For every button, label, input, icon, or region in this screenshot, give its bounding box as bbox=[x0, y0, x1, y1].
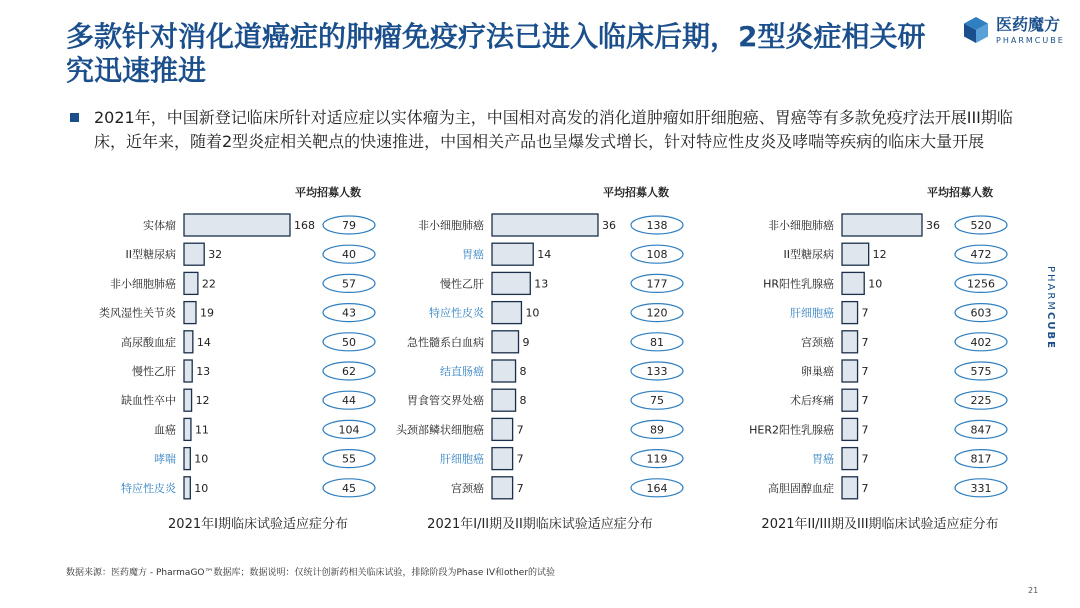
side-brand-part2: CUBE bbox=[1045, 312, 1056, 350]
avg-enrollment-value: 575 bbox=[970, 365, 992, 378]
side-brand bbox=[1036, 250, 1066, 370]
logo-name-en: PHARMCUBE bbox=[996, 36, 1065, 45]
logo-name-cn: 医药魔方 bbox=[996, 15, 1061, 34]
avg-enrollment-value: 472 bbox=[970, 248, 992, 262]
bar-value-label: 36 bbox=[926, 219, 940, 232]
bar bbox=[184, 477, 190, 499]
bar-value-label: 32 bbox=[208, 248, 223, 262]
avg-enrollment-value: 44 bbox=[342, 394, 356, 408]
category-label: 结直肠癌 bbox=[440, 365, 484, 378]
avg-enrollment-value: 62 bbox=[342, 365, 356, 378]
chart-title: 2021年I/II期及II期临床试验适应症分布 bbox=[427, 517, 653, 532]
chart-title: 2021年I期临床试验适应症分布 bbox=[168, 517, 348, 532]
avg-enrollment-value: 331 bbox=[970, 481, 992, 495]
bar-value-label: 7 bbox=[516, 423, 524, 437]
bar bbox=[492, 243, 533, 265]
bar-value-label: 8 bbox=[519, 394, 527, 408]
avg-enrollment-value: 40 bbox=[342, 248, 356, 262]
bar bbox=[184, 389, 192, 411]
page-title: 多款针对消化道癌症的肿瘤免疫疗法已进入临床后期，2型炎症相关研究迅速推进 bbox=[66, 20, 926, 87]
category-label: 缺血性卒中 bbox=[121, 394, 176, 408]
avg-enrollment-value: 45 bbox=[342, 481, 356, 495]
avg-enrollment-value: 164 bbox=[646, 481, 668, 495]
bar-value-label: 7 bbox=[861, 335, 869, 349]
category-label: HER2阳性乳腺癌 bbox=[749, 423, 834, 437]
avg-enrollment-value: 847 bbox=[970, 423, 992, 437]
bar-value-label: 12 bbox=[872, 248, 887, 262]
category-label: 肝细胞癌 bbox=[790, 306, 834, 320]
bar-value-label: 13 bbox=[196, 365, 211, 378]
bar-value-label: 10 bbox=[525, 306, 540, 320]
category-label: 特应性皮炎 bbox=[429, 306, 484, 320]
bar bbox=[184, 272, 198, 294]
avg-enrollment-value: 75 bbox=[650, 394, 664, 408]
category-label: 宫颈癌 bbox=[451, 481, 484, 495]
bar bbox=[184, 418, 191, 440]
avg-enrollment-header: 平均招募人数 bbox=[295, 186, 361, 199]
avg-enrollment-value: 119 bbox=[646, 452, 668, 466]
avg-enrollment-value: 1256 bbox=[967, 277, 995, 291]
bar bbox=[842, 243, 869, 265]
bar-value-label: 10 bbox=[194, 452, 209, 466]
bar bbox=[842, 331, 858, 353]
category-label: 非小细胞肺癌 bbox=[768, 219, 834, 232]
bar-value-label: 10 bbox=[194, 481, 209, 495]
category-label: 胃癌 bbox=[462, 248, 484, 262]
bar bbox=[842, 477, 858, 499]
category-label: II型糖尿病 bbox=[125, 248, 176, 262]
category-label: 术后疼痛 bbox=[790, 394, 834, 408]
avg-enrollment-value: 81 bbox=[650, 335, 664, 349]
bar-value-label: 22 bbox=[201, 277, 216, 291]
avg-enrollment-header: 平均招募人数 bbox=[927, 186, 993, 199]
page-number: 21 bbox=[1028, 586, 1039, 595]
bar-value-label: 14 bbox=[196, 335, 211, 349]
avg-enrollment-value: 177 bbox=[646, 277, 668, 291]
category-label: 胃食管交界处癌 bbox=[407, 394, 484, 408]
bar-value-label: 7 bbox=[861, 394, 869, 408]
bar-value-label: 7 bbox=[861, 481, 869, 495]
bar-value-label: 7 bbox=[516, 481, 524, 495]
bar-value-label: 7 bbox=[861, 306, 869, 320]
avg-enrollment-value: 603 bbox=[970, 306, 992, 320]
avg-enrollment-value: 108 bbox=[646, 248, 668, 262]
bar-value-label: 36 bbox=[602, 219, 616, 232]
category-label: 高胆固醇血症 bbox=[768, 481, 834, 495]
bar bbox=[492, 214, 598, 236]
avg-enrollment-value: 50 bbox=[342, 335, 356, 349]
bar-value-label: 168 bbox=[294, 219, 315, 232]
bar bbox=[184, 214, 290, 236]
bar bbox=[492, 272, 530, 294]
bar-value-label: 9 bbox=[522, 335, 530, 349]
category-label: 慢性乙肝 bbox=[132, 365, 176, 378]
avg-enrollment-value: 79 bbox=[342, 219, 356, 232]
avg-enrollment-value: 55 bbox=[342, 452, 356, 466]
bar-value-label: 19 bbox=[199, 306, 214, 320]
category-label: 类风湿性关节炎 bbox=[99, 306, 176, 320]
category-label: 急性髓系白血病 bbox=[407, 335, 484, 349]
category-label: 高尿酸血症 bbox=[121, 335, 176, 349]
category-label: 胃癌 bbox=[812, 452, 834, 466]
chart-title: 2021年II/III期及III期临床试验适应症分布 bbox=[761, 517, 999, 532]
bar bbox=[184, 243, 204, 265]
category-label: 实体瘤 bbox=[143, 219, 176, 232]
category-label: 非小细胞肺癌 bbox=[110, 277, 176, 291]
category-label: 非小细胞肺癌 bbox=[418, 219, 484, 232]
bar bbox=[842, 360, 858, 382]
bar bbox=[492, 477, 513, 499]
bar bbox=[492, 448, 513, 470]
bar bbox=[842, 389, 858, 411]
bar bbox=[492, 418, 513, 440]
category-label: 哮喘 bbox=[154, 452, 176, 466]
category-label: 特应性皮炎 bbox=[121, 481, 176, 495]
category-label: 肝细胞癌 bbox=[440, 452, 484, 466]
avg-enrollment-value: 520 bbox=[970, 219, 992, 232]
bar bbox=[492, 302, 521, 324]
avg-enrollment-value: 104 bbox=[338, 423, 360, 437]
side-brand-part1: PHARM bbox=[1045, 266, 1056, 312]
bar-value-label: 7 bbox=[861, 423, 869, 437]
bar-value-label: 7 bbox=[516, 452, 524, 466]
bar bbox=[842, 302, 858, 324]
bar bbox=[842, 448, 858, 470]
bar bbox=[184, 448, 190, 470]
avg-enrollment-value: 133 bbox=[646, 365, 668, 378]
bar-value-label: 10 bbox=[868, 277, 883, 291]
category-label: II型糖尿病 bbox=[783, 248, 834, 262]
category-label: HR阳性乳腺癌 bbox=[763, 277, 834, 291]
bar bbox=[842, 272, 864, 294]
avg-enrollment-value: 138 bbox=[646, 219, 668, 232]
avg-enrollment-value: 817 bbox=[970, 452, 992, 466]
category-label: 卵巢癌 bbox=[801, 365, 834, 378]
avg-enrollment-value: 225 bbox=[970, 394, 992, 408]
bar bbox=[492, 360, 516, 382]
avg-enrollment-value: 402 bbox=[970, 335, 992, 349]
bar bbox=[842, 418, 858, 440]
bar-value-label: 13 bbox=[534, 277, 549, 291]
category-label: 慢性乙肝 bbox=[440, 277, 484, 291]
bar bbox=[184, 331, 193, 353]
bar-value-label: 7 bbox=[861, 452, 869, 466]
category-label: 血癌 bbox=[154, 423, 176, 437]
category-label: 宫颈癌 bbox=[801, 335, 834, 349]
bar bbox=[842, 214, 922, 236]
source-note: 数据来源：医药魔方 - PharmaGO™数据库；数据说明：仅统计创新药相关临床试验，排除阶段为Phase IV和other的试验 bbox=[66, 568, 556, 578]
bar-value-label: 7 bbox=[861, 365, 869, 378]
bar-value-label: 11 bbox=[194, 423, 209, 437]
bar bbox=[184, 302, 196, 324]
summary-text: 2021年，中国新登记临床所针对适应症以实体瘤为主，中国相对高发的消化道肿瘤如肝细胞癌、胃癌等有多款免疫疗法开展III期临床，近年来，随着2型炎症相关靶点的快速推进，中国相关产品也呈爆发式增长，针对特应性皮炎及哮喘等疾病的临床大量开展 bbox=[94, 108, 1013, 151]
avg-enrollment-header: 平均招募人数 bbox=[603, 186, 669, 199]
bar bbox=[492, 331, 519, 353]
avg-enrollment-value: 120 bbox=[646, 306, 668, 320]
category-label: 头颈部鳞状细胞癌 bbox=[396, 423, 484, 437]
bar bbox=[184, 360, 192, 382]
bar bbox=[492, 389, 516, 411]
bar-value-label: 14 bbox=[537, 248, 552, 262]
avg-enrollment-value: 43 bbox=[342, 306, 356, 320]
avg-enrollment-value: 57 bbox=[342, 277, 356, 291]
bar-value-label: 12 bbox=[195, 394, 210, 408]
avg-enrollment-value: 89 bbox=[650, 423, 664, 437]
bar-value-label: 8 bbox=[519, 365, 527, 378]
